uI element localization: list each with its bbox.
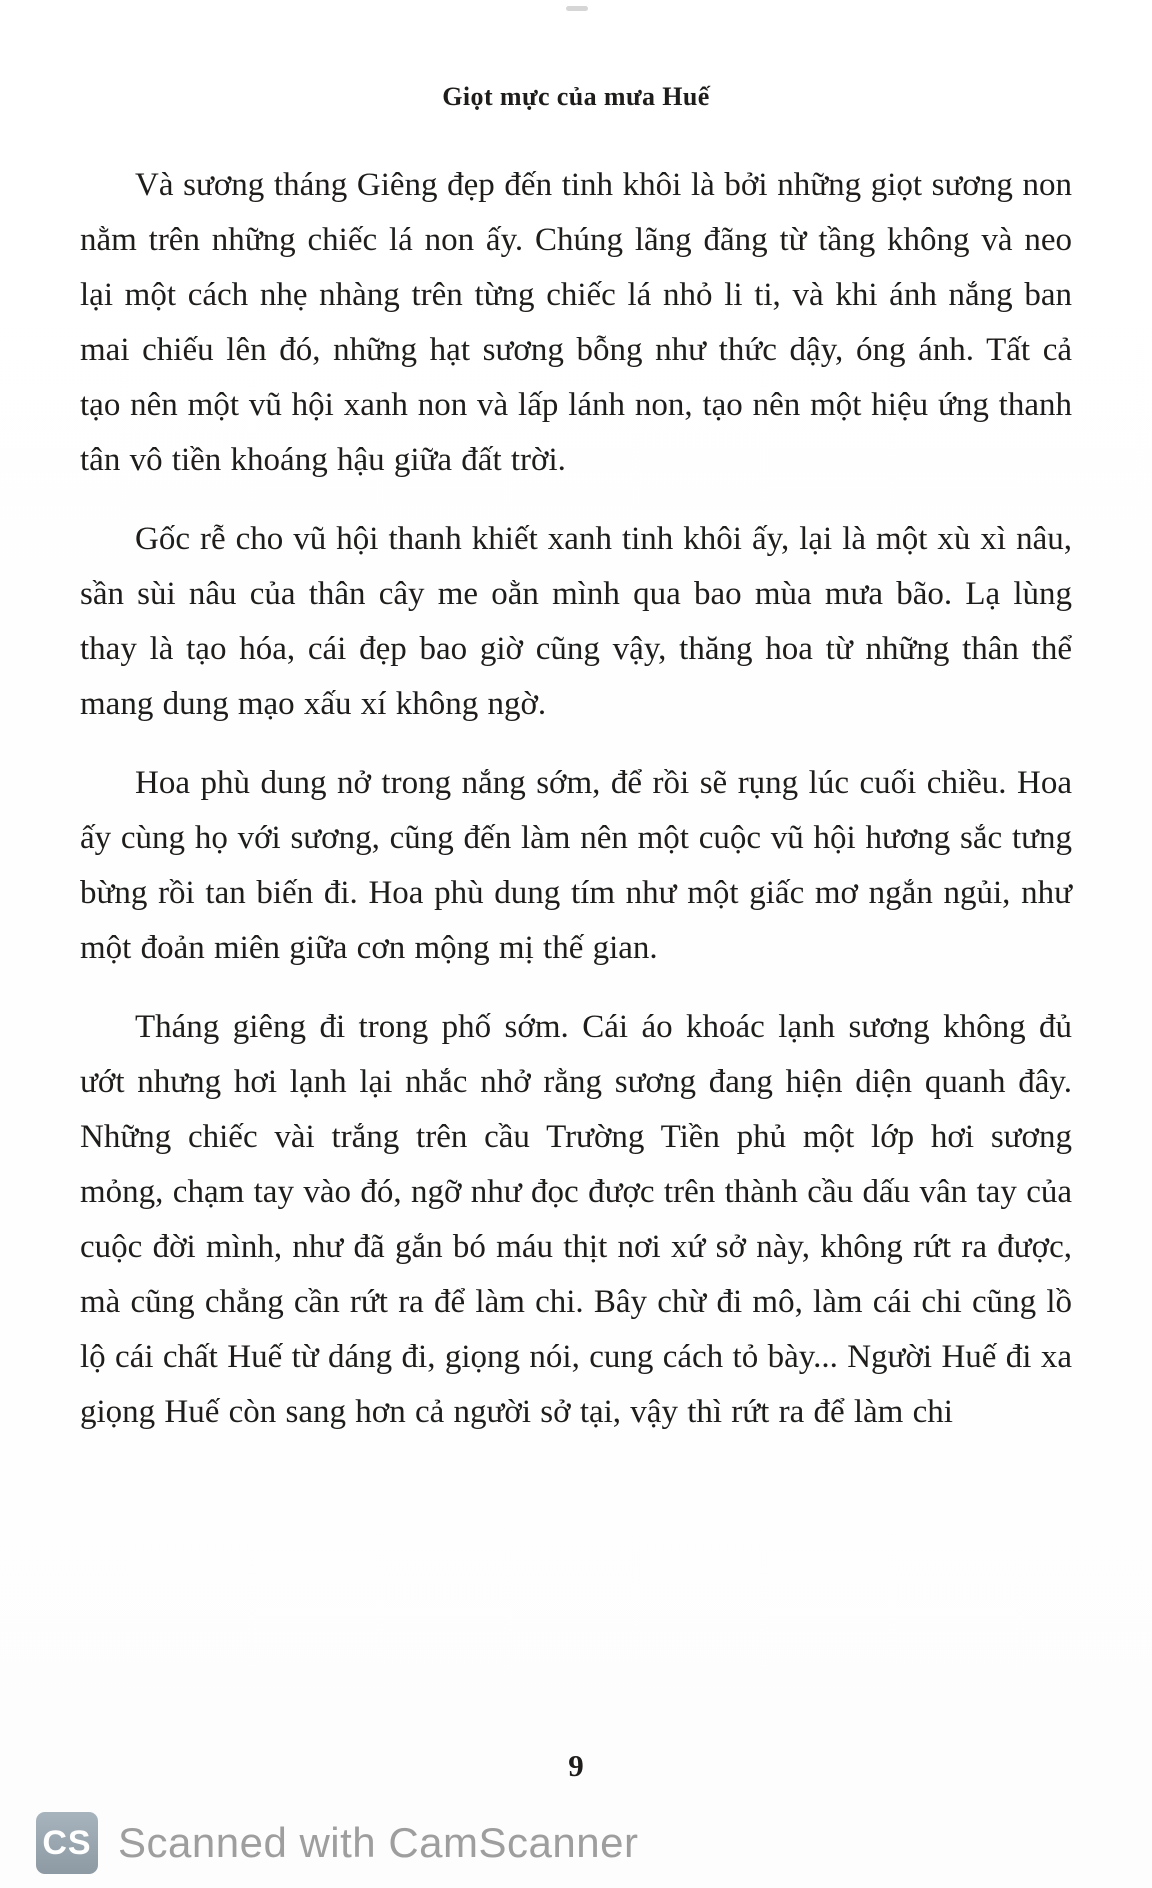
paragraph: Hoa phù dung nở trong nắng sớm, để rồi sẽ rụng lúc cuối chiều. Hoa ấy cùng họ với sương, cũng đến làm nên một cuộc vũ hội hương sắc tưng bừng rồi tan biến đi. Hoa phù dung tím như một giấc mơ ngắn ngủi, như một đoản miên giữa cơn mộng mị thế gian. — [80, 765, 1072, 966]
paragraph: Và sương tháng Giêng đẹp đến tinh khôi là bởi những giọt sương non nằm trên những chiếc lá non ấy. Chúng lãng đãng từ tầng không và neo lại một cách nhẹ nhàng trên từng chiếc lá nhỏ li ti, và khi ánh nắng ban mai chiếu lên đó, những hạt sương bỗng như thức dậy, óng ánh. Tất cả tạo nên một vũ hội xanh non và lấp lánh non, tạo nên một hiệu ứng thanh tân vô tiền khoáng hậu giữa đất trời. — [80, 167, 1072, 478]
camscanner-watermark — [36, 1812, 638, 1874]
watermark-label: Scanned with CamScanner — [118, 1819, 639, 1866]
paragraph: Gốc rễ cho vũ hội thanh khiết xanh tinh khôi ấy, lại là một xù xì nâu, sần sùi nâu của thân cây me oằn mình qua bao mùa mưa bão. Lạ lùng thay là tạo hóa, cái đẹp bao giờ cũng vậy, thăng hoa từ những thân thể mang dung mạo xấu xí không ngờ. — [80, 521, 1072, 722]
running-header: Giọt mực của mưa Huế — [442, 82, 710, 111]
camscanner-logo-icon: CS — [36, 1812, 98, 1874]
paragraph: Tháng giêng đi trong phố sớm. Cái áo khoác lạnh sương không đủ ướt nhưng hơi lạnh lại nhắc nhở rằng sương đang hiện diện quanh đây. Những chiếc vài trắng trên cầu Trường Tiền phủ một lớp hơi sương mỏng, chạm tay vào đó, ngỡ như đọc được trên thành cầu dấu vân tay của cuộc đời mình, như đã gắn bó máu thịt nơi xứ sở này, không rứt ra được, mà cũng chẳng cần rứt ra để làm chi. Bây chừ đi mô, làm cái chi cũng lồ lộ cái chất Huế từ dáng đi, giọng nói, cung cách tỏ bày... Người Huế đi xa giọng Huế còn sang hơn cả người sở tại, vậy thì rứt ra để làm chi — [80, 1009, 1072, 1430]
scan-artifact — [566, 6, 588, 11]
body-text — [80, 158, 1072, 1464]
page-number: 9 — [568, 1748, 584, 1783]
